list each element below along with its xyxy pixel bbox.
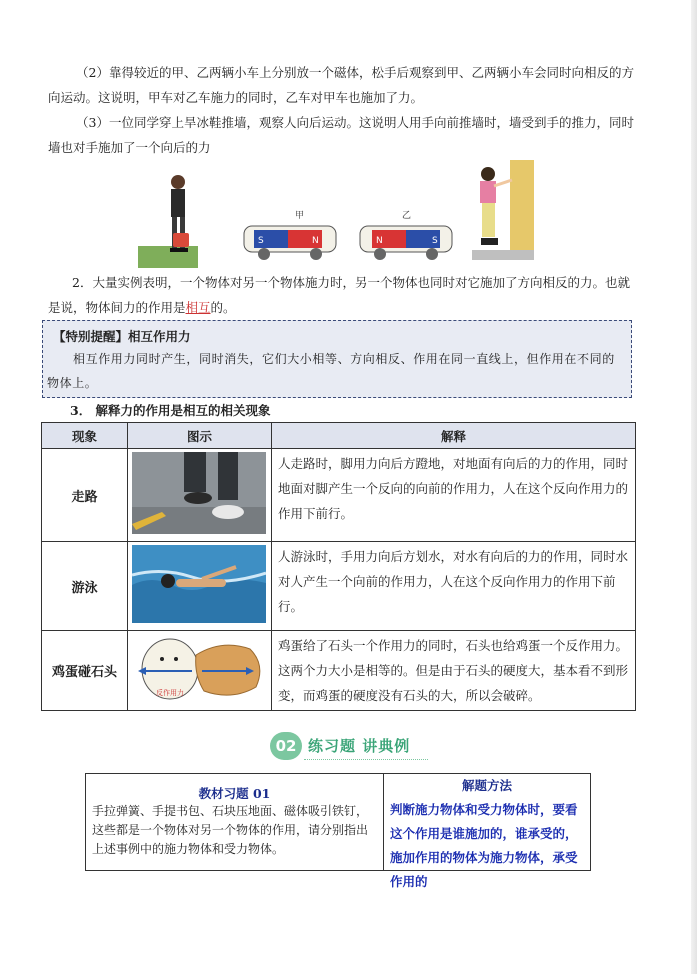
- header-explanation: 解释: [272, 423, 636, 449]
- banner-number: 02: [270, 732, 302, 760]
- walking-photo: [128, 449, 272, 542]
- row-swim-label: 游泳: [42, 542, 128, 631]
- header-illustration: 图示: [128, 423, 272, 449]
- egg-caption: 反作用力: [156, 688, 184, 697]
- point2-answer: 相互: [185, 300, 211, 315]
- swimming-photo: [128, 542, 272, 631]
- paragraph-point-2: [48, 270, 636, 320]
- reminder-body: 相互作用力同时产生，同时消失，它们大小相等、方向相反、作用在同一直线上，但作用在不同的物体上。: [47, 352, 615, 390]
- table-row: [42, 542, 636, 631]
- banner-underline: [304, 759, 428, 760]
- special-reminder-box: [42, 320, 632, 398]
- banner-text: 练习题 讲典例: [308, 737, 411, 755]
- paragraph-magnet-carts: （2）靠得较近的甲、乙两辆小车上分别放一个磁体，松手后观察到甲、乙两辆小车会同时向相反的方向运动。这说明，甲车对乙车施力的同时，乙车对甲车也施加了力。: [48, 65, 634, 105]
- page-edge-shadow: [691, 0, 697, 974]
- practice-banner: [270, 730, 430, 764]
- walking-boy-image: [138, 168, 198, 268]
- exercise-title: 教材习题 01: [198, 786, 271, 801]
- section-3-title: 3． 解释力的作用是相互的相关现象: [70, 403, 271, 418]
- method-body: 判断施力物体和受力物体时，要看这个作用是谁施加的，谁承受的，施加作用的物体为施力物体，承受作用的: [390, 802, 578, 889]
- row-walk-explanation: 人走路时，脚用力向后方蹬地，对地面有向后的力的作用，同时地面对脚产生一个反向的向前的作用力，人在这个反向作用力的作用下前行。: [272, 449, 636, 542]
- skater-pushing-wall-image: [472, 160, 534, 260]
- row-swim-explanation: 人游泳时，手用力向后方划水，对水有向后的力的作用，同时水对人产生一个向前的作用力，人在这个反向作用力的作用下前行。: [272, 542, 636, 631]
- row-egg-explanation: 鸡蛋给了石头一个作用力的同时，石头也给鸡蛋一个反作用力。这两个力大小是相等的。但是由于石头的硬度大，基本看不到形变，而鸡蛋的硬度没有石头的大，所以会破碎。: [272, 631, 636, 711]
- magnet-n-left: N: [312, 236, 319, 246]
- exercise-box: [85, 773, 591, 889]
- row-egg-label: 鸡蛋碰石头: [42, 631, 128, 711]
- magnet-s-right: S: [432, 236, 438, 246]
- phenomena-table: [41, 422, 636, 711]
- point2-text: 2．大量实例表明，一个物体对另一个物体施力时，另一个物体也同时对它施加了方向相反的力。也就是说，物体间力的作用是: [48, 275, 630, 315]
- reminder-title: 【特别提醒】相互作用力: [53, 329, 191, 344]
- magnet-s-left: S: [258, 236, 264, 246]
- cart-label-jia: 甲: [295, 211, 305, 221]
- table-row: [42, 449, 636, 542]
- header-phenomenon: 现象: [42, 423, 128, 449]
- point2-suffix: 的。: [210, 300, 236, 315]
- method-title: 解题方法: [461, 778, 512, 793]
- paragraph-push-wall: （3）一位同学穿上旱冰鞋推墙，观察人向后运动。这说明人用手向前推墙时，墙受到手的推力，同时墙也对手施加了一个向后的力: [48, 115, 634, 155]
- table-row: [42, 631, 636, 711]
- magnet-n-right: N: [376, 236, 383, 246]
- exercise-body: 手拉弹簧、手提书包、石块压地面、磁体吸引铁钉，这些都是一个物体对另一个物体的作用，请分别指出上述事例中的施力物体和受力物体。: [92, 804, 369, 856]
- egg-vs-rock-illustration: [128, 631, 272, 711]
- row-walk-label: 走路: [42, 449, 128, 542]
- magnet-carts-figure: [242, 208, 458, 264]
- cart-label-yi: 乙: [402, 211, 412, 221]
- table-header-row: [42, 423, 636, 449]
